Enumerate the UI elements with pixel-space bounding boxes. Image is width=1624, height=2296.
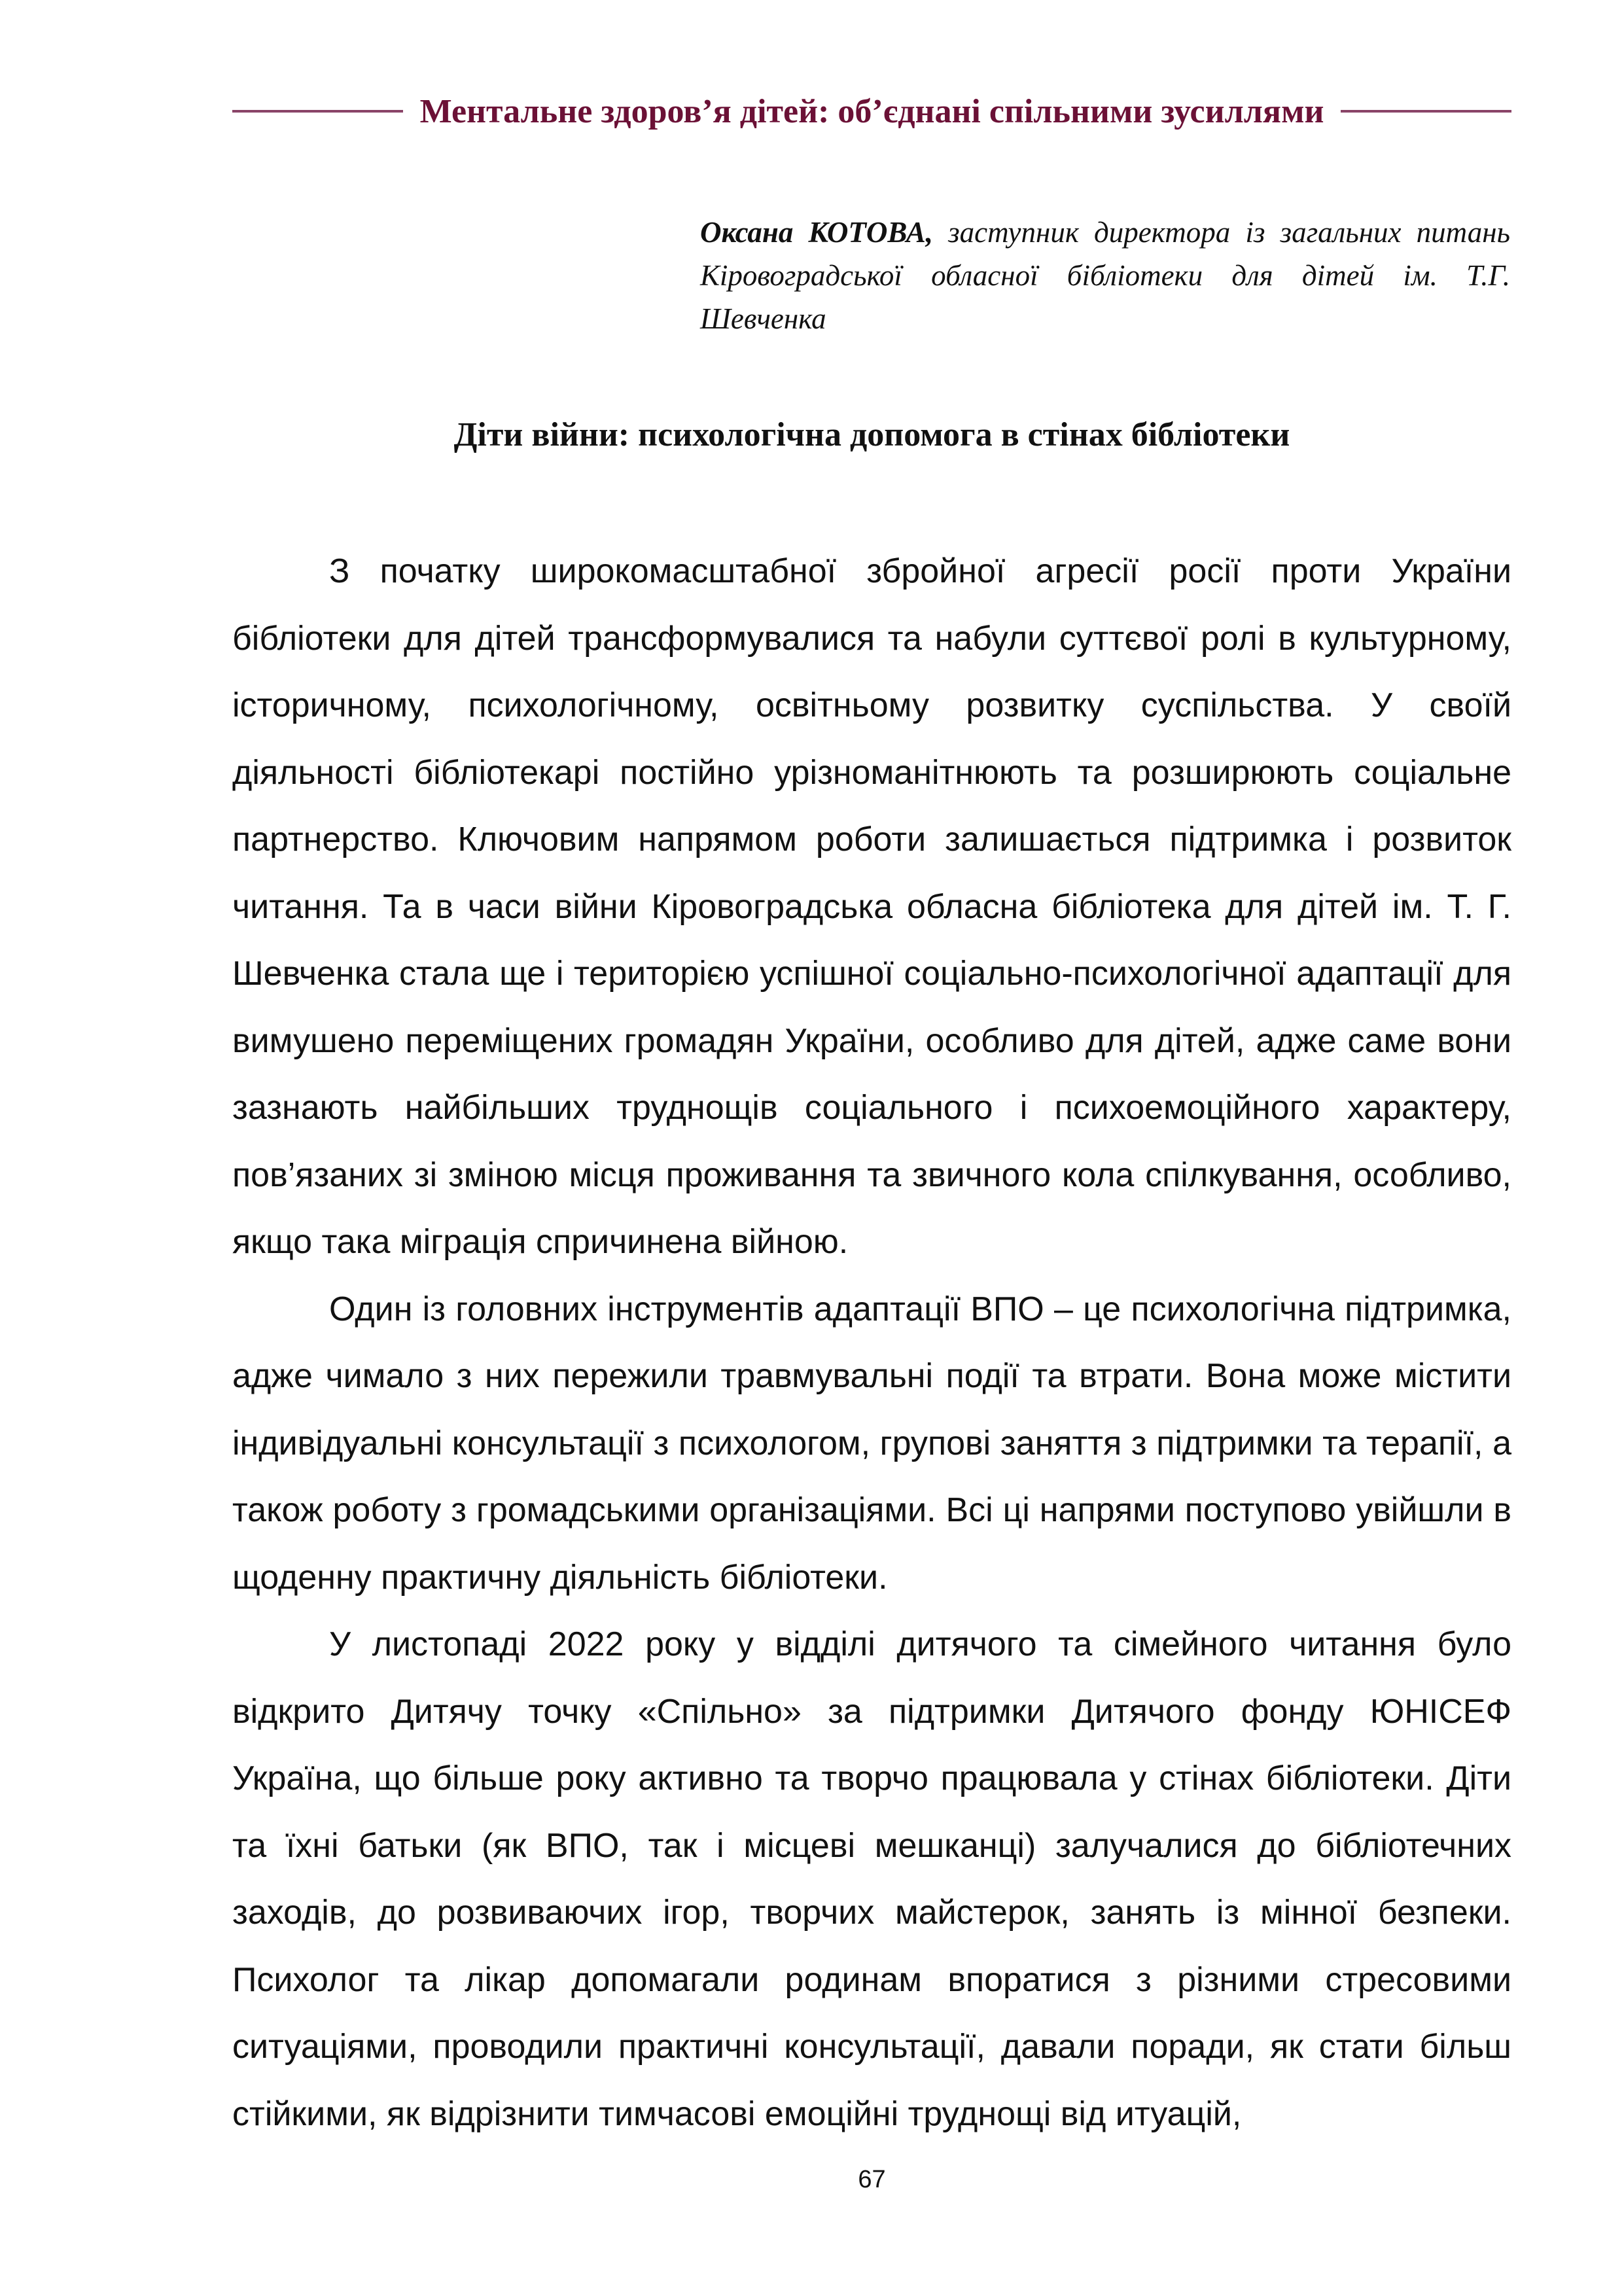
article-title: Діти війни: психологічна допомога в стінах бібліотеки [453,416,1290,453]
header-rule-left [232,110,403,113]
author-block [700,211,1510,340]
body-paragraph: З початку широкомасштабної збройної агресії росії проти України бібліотеки для дітей трансформувалися та набули суттєвої ролі в культурному, історичному, психологічному, освітньому розвитку суспільства. У своїй діяльності бібліотекарі постійно урізноманітнюють та розширюють соціальне партнерство. Ключовим напрямом роботи залишається підтримка і розвиток читання. Та в часи війни Кіровоградська обласна бібліотека для дітей ім. Т. Г. Шевченка стала ще і територією успішної соціально-психологічної адаптації для вимушено переміщених громадян України, особливо для дітей, адже саме вони зазнають найбільших труднощів соціального і психоемоційного характеру, пов’язаних зі зміною місця проживання та звичного кола спілкування, особливо, якщо така міграція спричинена війною. [232,552,1511,1261]
body-paragraph: Один із головних інструментів адаптації ВПО – це психологічна підтримка, адже чимало з них пережили травмувальні події та втрати. Вона може містити індивідуальні консультації з психологом, групові заняття з підтримки та терапії, а також роботу з громадськими організаціями. Всі ці напрями поступово увійшли в щоденну практичну діяльність бібліотеки. [232,1290,1511,1597]
page-number: 67 [858,2166,886,2193]
article-body [232,538,1511,2147]
author-position: заступник директора із загальних питань Кіровоградської обласної бібліотеки для дітей ім. Т.Г. Шевченка [700,216,1510,335]
running-header [232,85,1511,137]
body-paragraph: У листопаді 2022 року у відділі дитячого та сімейного читання було відкрито Дитячу точку «Спільно» за підтримки Дитячого фонду ЮНІСЕФ Україна, що більше року активно та творчо працювала у стінах бібліотеки. Діти та їхні батьки (як ВПО, так і місцеві мешканці) залучалися до бібліотечних заходів, до розвиваючих ігор, творчих майстерок, занять із мінної безпеки. Психолог та лікар допомагали родинам впоратися з різними стресовими ситуаціями, проводили практичні консультації, давали поради, як стати більш стійкими, як відрізнити тимчасові емоційні труднощі від итуацій, [232,1625,1511,2133]
author-name: Оксана КОТОВА, [700,216,933,249]
header-rule-right [1341,110,1511,113]
header-title: Ментальне здоров’я дітей: об’єднані спільними зусиллями [419,92,1324,130]
